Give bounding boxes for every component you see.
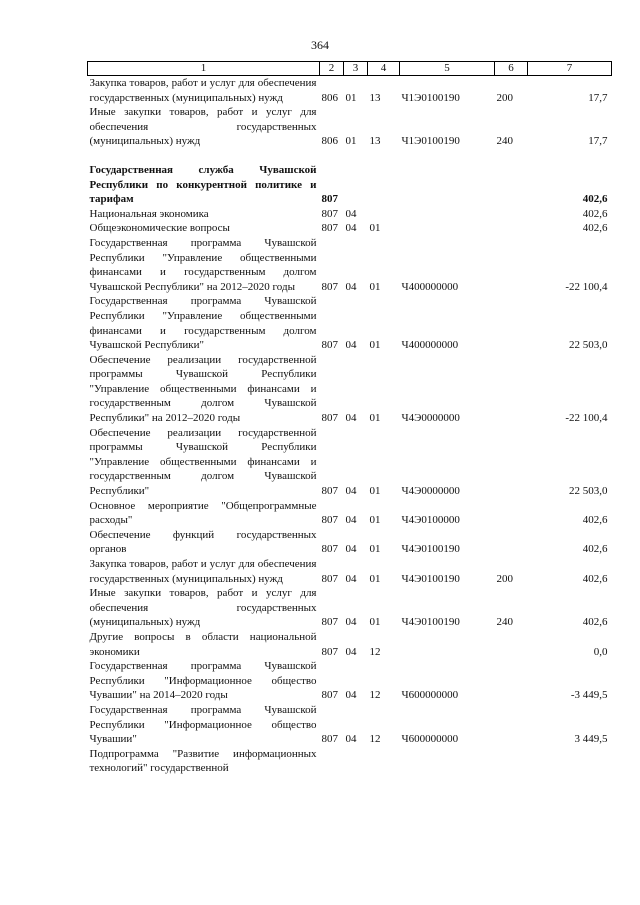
row-expense-type — [495, 207, 528, 222]
row-expense-type — [495, 630, 528, 659]
row-section-code — [344, 163, 368, 207]
row-name: Обеспечение функций государственных органов — [89, 528, 317, 556]
row-ministry-code: 807 — [321, 733, 338, 746]
row-amount: 3 449,5 — [574, 733, 608, 746]
row-target-code: Ч400000000 — [401, 280, 459, 293]
row-target-code — [400, 221, 495, 236]
row-subsection-code — [368, 163, 400, 207]
row-amount: 402,6 — [582, 616, 608, 629]
row-section-code: 04 — [345, 207, 357, 220]
row-target-code — [400, 163, 495, 207]
row-expense-type — [495, 703, 528, 747]
row-subsection-code: 13 — [369, 135, 381, 148]
row-name: Иные закупки товаров, работ и услуг для обеспечения государственных (муниципальных) нужд — [89, 587, 317, 629]
row-name: Основное мероприятие "Общепрограммные расходы" — [89, 499, 317, 527]
row-expense-type — [495, 528, 528, 557]
table-row — [88, 236, 612, 294]
row-subsection-code: 01 — [369, 616, 381, 629]
row-subsection-code: 01 — [369, 222, 381, 235]
column-header: 4 — [368, 62, 400, 76]
row-expense-type — [495, 499, 528, 528]
row-amount: 0,0 — [593, 645, 608, 658]
row-target-code — [400, 630, 495, 659]
row-expense-type — [495, 747, 528, 776]
row-section-code: 04 — [345, 280, 357, 293]
budget-table — [87, 61, 612, 776]
table-row — [88, 747, 612, 776]
row-section-code: 04 — [345, 485, 357, 498]
column-header: 1 — [88, 62, 320, 76]
row-subsection-code — [368, 207, 400, 222]
row-section-code: 01 — [345, 91, 357, 104]
row-expense-type: 200 — [496, 91, 513, 104]
table-body — [88, 76, 612, 776]
row-expense-type — [495, 163, 528, 207]
row-ministry-code: 807 — [321, 280, 338, 293]
row-subsection-code: 01 — [369, 543, 381, 556]
row-subsection-code: 12 — [369, 689, 381, 702]
row-ministry-code: 806 — [321, 135, 338, 148]
row-name: Иные закупки товаров, работ и услуг для обеспечения государственных (муниципальных) нужд — [89, 106, 317, 148]
row-section-code: 04 — [345, 222, 357, 235]
row-ministry-code: 807 — [321, 412, 338, 425]
row-amount: -3 449,5 — [570, 689, 608, 702]
column-header: 7 — [528, 62, 612, 76]
row-ministry-code: 807 — [321, 339, 338, 352]
row-name: Государственная программа Чувашской Республики "Управление общественными финансами и государственным долгом Чувашской Республики" — [89, 295, 317, 352]
table-row — [88, 659, 612, 703]
row-expense-type — [495, 294, 528, 352]
row-expense-type: 240 — [496, 135, 513, 148]
row-amount: 22 503,0 — [569, 485, 608, 498]
row-amount: -22 100,4 — [565, 280, 608, 293]
table-header — [88, 62, 612, 76]
row-name: Общеэкономические вопросы — [89, 222, 230, 235]
row-subsection-code: 01 — [369, 339, 381, 352]
row-section-code: 04 — [345, 733, 357, 746]
row-target-code: Ч4Э0100000 — [401, 514, 460, 527]
row-expense-type — [495, 426, 528, 499]
table-row — [88, 499, 612, 528]
row-target-code: Ч4Э0100190 — [401, 572, 460, 585]
row-section-code: 04 — [345, 412, 357, 425]
column-header: 3 — [344, 62, 368, 76]
row-expense-type — [495, 659, 528, 703]
row-ministry-code: 807 — [321, 572, 338, 585]
page-number: 364 — [311, 38, 329, 52]
row-name: Государственная программа Чувашской Республики "Управление общественными финансами и государственным долгом Чувашской Республики" на 2012–2020 годы — [89, 236, 317, 293]
row-section-code: 04 — [345, 645, 357, 658]
row-amount: 402,6 — [582, 572, 608, 585]
row-subsection-code: 01 — [369, 514, 381, 527]
row-subsection-code: 01 — [369, 485, 381, 498]
table-row — [88, 76, 612, 106]
row-name: Обеспечение реализации государственной программы Чувашской Республики "Управление общественными финансами и государственным долгом Чувашской Республики" — [89, 426, 317, 498]
row-name: Закупка товаров, работ и услуг для обеспечения государственных (муниципальных) нужд — [89, 77, 317, 104]
row-expense-type — [495, 353, 528, 426]
row-ministry-code: 807 — [321, 207, 338, 220]
row-target-code: Ч4Э0100190 — [401, 616, 460, 629]
row-ministry-code: 807 — [321, 514, 338, 527]
row-expense-type: 200 — [496, 572, 513, 585]
row-ministry-code: 807 — [321, 645, 338, 658]
row-target-code — [400, 747, 495, 776]
spacer-cell — [88, 149, 612, 163]
row-name: Государственная служба Чувашской Республики по конкурентной политике и тарифам — [89, 163, 317, 206]
row-target-code: Ч1Э0100190 — [401, 91, 460, 104]
row-ministry-code: 807 — [321, 222, 338, 235]
row-target-code: Ч600000000 — [401, 689, 459, 702]
column-header: 2 — [320, 62, 344, 76]
row-section-code: 04 — [345, 514, 357, 527]
row-section-code: 04 — [345, 543, 357, 556]
row-section-code: 01 — [345, 135, 357, 148]
row-amount: 402,6 — [582, 207, 608, 220]
row-ministry-code: 807 — [321, 543, 338, 556]
row-name: Национальная экономика — [89, 207, 209, 220]
row-subsection-code: 12 — [369, 733, 381, 746]
row-amount: 402,6 — [582, 514, 608, 527]
row-name: Подпрограмма "Развитие информационных технологий" государственной — [89, 747, 317, 775]
row-section-code: 04 — [345, 616, 357, 629]
table-row — [88, 703, 612, 747]
row-ministry-code: 807 — [321, 193, 338, 206]
row-expense-type: 240 — [496, 616, 513, 629]
row-target-code: Ч1Э0100190 — [401, 135, 460, 148]
row-amount: 22 503,0 — [569, 339, 608, 352]
table-row — [88, 149, 612, 163]
row-amount: 402,6 — [582, 543, 608, 556]
row-ministry-code: 806 — [321, 91, 338, 104]
table-row — [88, 426, 612, 499]
table-row — [88, 630, 612, 659]
row-amount — [528, 747, 612, 776]
row-ministry-code: 807 — [321, 616, 338, 629]
row-expense-type — [495, 236, 528, 294]
table-row — [88, 353, 612, 426]
table-row — [88, 294, 612, 352]
row-amount: 402,6 — [582, 193, 608, 206]
row-section-code — [344, 747, 368, 776]
row-target-code — [400, 207, 495, 222]
row-section-code: 04 — [345, 339, 357, 352]
row-amount: -22 100,4 — [565, 412, 608, 425]
row-subsection-code: 01 — [369, 572, 381, 585]
row-amount: 17,7 — [588, 91, 608, 104]
row-name: Государственная программа Чувашской Республики "Информационное общество Чувашии" на 2014–2020 годы — [89, 660, 317, 702]
row-ministry-code: 807 — [321, 689, 338, 702]
row-name: Закупка товаров, работ и услуг для обеспечения государственных (муниципальных) нужд — [89, 558, 317, 585]
column-header: 5 — [400, 62, 495, 76]
row-name: Другие вопросы в области национальной экономики — [89, 630, 317, 658]
row-subsection-code: 01 — [369, 412, 381, 425]
row-target-code: Ч4Э0000000 — [401, 412, 460, 425]
row-subsection-code: 01 — [369, 280, 381, 293]
row-section-code: 04 — [345, 572, 357, 585]
row-target-code: Ч4Э0000000 — [401, 485, 460, 498]
table-row — [88, 557, 612, 586]
row-amount: 17,7 — [588, 135, 608, 148]
table-row — [88, 163, 612, 207]
row-subsection-code: 13 — [369, 91, 381, 104]
row-subsection-code — [368, 747, 400, 776]
row-target-code: Ч4Э0100190 — [401, 543, 460, 556]
table-row — [88, 528, 612, 557]
row-name: Государственная программа Чувашской Республики "Информационное общество Чувашии" — [89, 703, 317, 746]
table-row — [88, 221, 612, 236]
row-target-code: Ч400000000 — [401, 339, 459, 352]
row-ministry-code: 807 — [321, 485, 338, 498]
row-target-code: Ч600000000 — [401, 733, 459, 746]
row-ministry-code — [320, 747, 344, 776]
row-subsection-code: 12 — [369, 645, 381, 658]
row-name: Обеспечение реализации государственной программы Чувашской Республики "Управление общественными финансами и государственным долгом Чувашской Республики" на 2012–2020 годы — [89, 353, 317, 425]
row-expense-type — [495, 221, 528, 236]
column-header: 6 — [495, 62, 528, 76]
table-row — [88, 586, 612, 630]
row-amount: 402,6 — [582, 222, 608, 235]
row-section-code: 04 — [345, 689, 357, 702]
table-row — [88, 207, 612, 222]
table-row — [88, 105, 612, 149]
